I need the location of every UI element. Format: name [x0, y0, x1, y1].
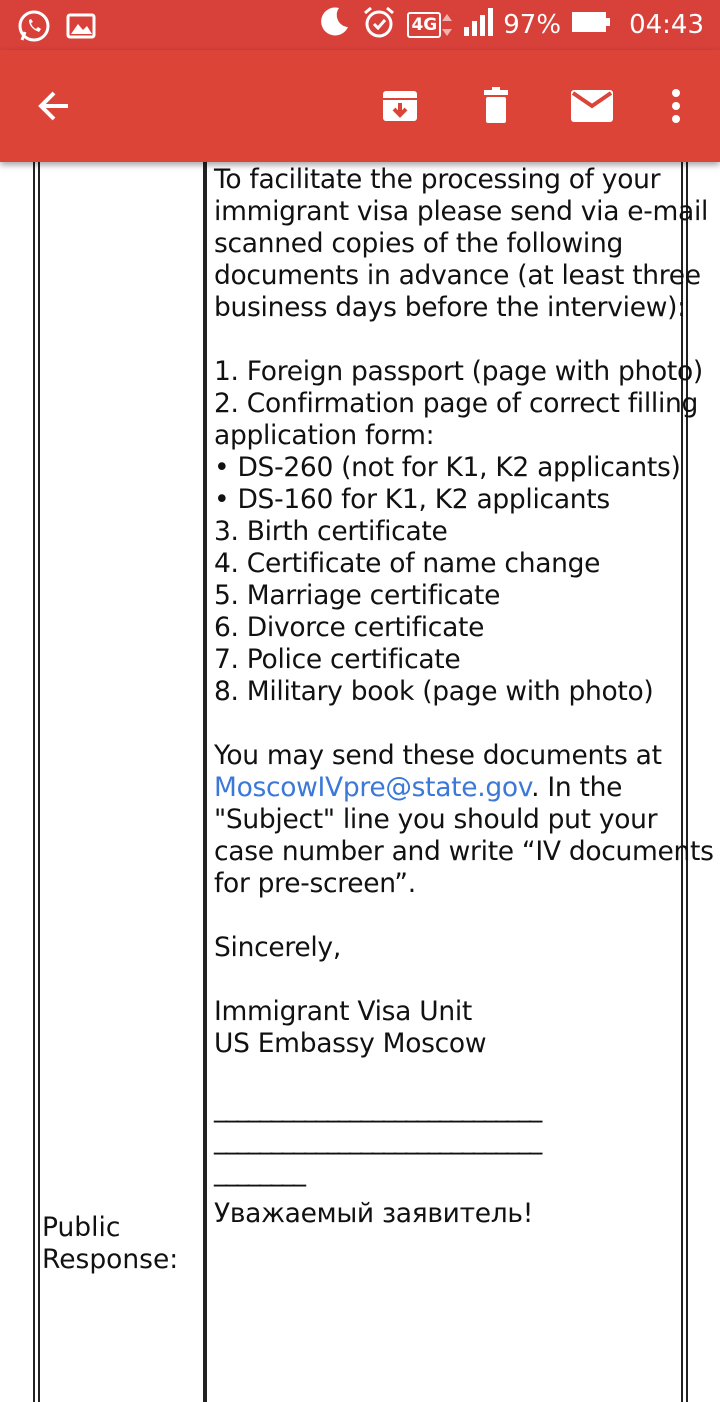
list-item: application form: — [214, 420, 435, 451]
moon-icon — [317, 5, 351, 46]
battery-percent: 97% — [503, 10, 562, 40]
closing: Sincerely, — [214, 932, 341, 963]
alarm-icon — [361, 4, 397, 47]
russian-greeting: Уважаемый заявитель! — [214, 1198, 534, 1229]
whatsapp-icon — [16, 8, 52, 51]
list-item: 2. Confirmation page of correct filling — [214, 388, 699, 419]
list-item: 8. Military book (page with photo) — [214, 676, 654, 707]
message-text: To facilitate the processing of your immigrant visa please send via e-mail scanned copies of the following documents in advance (at least three business days before the interview): 1. Foreign passport (page with photo) 2. Confirmation page of correct filling application form: • DS-260 (not for K1, K2 applicants) • DS-160 for K1, K2 applicants 3. Birth certificate 4. Certificate of name change 5. Marriage certificate 6. Divorce certificate 7. Police certificate 8. Military book (page with photo) You may send these documents at MoscowIVpre@state.gov. In the "Subject" line you should put your case number and write “IV documents for pre-screen”. Sincerely, Immigrant Visa Unit US Embassy Moscow _____________________________ _____________________________ ________ Уважаемый заявитель! — [214, 100, 684, 1262]
gallery-icon — [66, 12, 96, 47]
app-bar — [0, 50, 720, 162]
more-vert-icon[interactable] — [648, 78, 704, 134]
email-body[interactable] — [0, 162, 720, 1280]
list-item: 1. Foreign passport (page with photo) — [214, 356, 703, 387]
public-response-label: Public Response: — [42, 1212, 179, 1275]
network-4g-icon: 4G — [407, 12, 453, 38]
delete-icon[interactable] — [468, 78, 524, 134]
status-bar — [0, 0, 720, 50]
list-item: • DS-160 for K1, K2 applicants — [214, 484, 610, 515]
archive-icon[interactable] — [372, 78, 428, 134]
list-item: 6. Divorce certificate — [214, 612, 485, 643]
mail-icon[interactable] — [564, 78, 620, 134]
table-column-divider — [203, 102, 207, 1402]
list-item: • DS-260 (not for K1, K2 applicants) — [214, 452, 681, 483]
document-list — [214, 356, 703, 708]
signal-icon — [463, 7, 493, 44]
list-item: 4. Certificate of name change — [214, 548, 601, 579]
list-item: 5. Marriage certificate — [214, 580, 501, 611]
separator-rule: _____________________________ _____________________________ ________ — [214, 1092, 541, 1187]
clock: 04:43 — [629, 10, 704, 40]
battery-icon — [571, 9, 611, 42]
list-item: 7. Police certificate — [214, 644, 461, 675]
email-link[interactable]: MoscowIVpre@state.gov — [214, 772, 532, 803]
list-item: 3. Birth certificate — [214, 516, 448, 547]
back-arrow-icon[interactable] — [26, 78, 82, 134]
signature: Immigrant Visa Unit US Embassy Moscow — [214, 996, 487, 1059]
